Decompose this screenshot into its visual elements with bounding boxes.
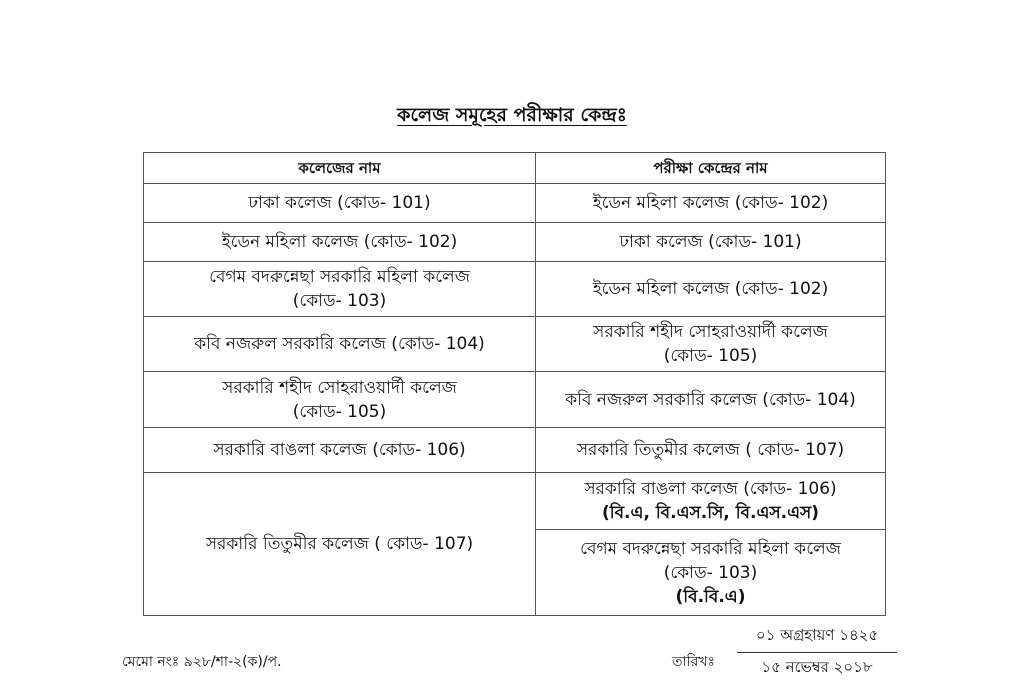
table-row xyxy=(144,473,886,530)
center-cell: ইডেন মহিলা কলেজ (কোড- 102) xyxy=(536,262,886,317)
date-bangla: ০১ অগ্রহায়ণ ১৪২৫ xyxy=(737,624,897,653)
college-cell: সরকারি বাঙলা কলেজ (কোড- 106) xyxy=(144,428,536,473)
table-row xyxy=(144,262,886,317)
program-list: (বি.বি.এ) xyxy=(675,586,746,607)
date-label: তারিখঃ xyxy=(672,654,715,670)
center-cell: ইডেন মহিলা কলেজ (কোড- 102) xyxy=(536,184,886,223)
college-cell: ইডেন মহিলা কলেজ (কোড- 102) xyxy=(144,223,536,262)
table-row xyxy=(144,317,886,372)
college-cell: কবি নজরুল সরকারি কলেজ (কোড- 104) xyxy=(144,317,536,372)
memo-number: মেমো নংঃ ৯২৮/শা-২(ক)/প. xyxy=(122,654,282,670)
college-cell: সরকারি তিতুমীর কলেজ ( কোড- 107) xyxy=(144,473,536,616)
exam-center-table xyxy=(143,152,886,616)
center-cell: বেগম বদরুন্নেছা সরকারি মহিলা কলেজ (কোড- 103) (বি.বি.এ) xyxy=(536,530,886,616)
table-header-row xyxy=(144,153,886,184)
center-cell: সরকারি শহীদ সোহরাওয়ার্দী কলেজ (কোড- 105) xyxy=(536,317,886,372)
table-row xyxy=(144,223,886,262)
center-cell: ঢাকা কলেজ (কোড- 101) xyxy=(536,223,886,262)
date-block xyxy=(737,624,897,681)
table-row xyxy=(144,428,886,473)
header-exam-center: পরীক্ষা কেন্দ্রের নাম xyxy=(536,153,886,184)
college-cell: ঢাকা কলেজ (কোড- 101) xyxy=(144,184,536,223)
center-cell: সরকারি বাঙলা কলেজ (কোড- 106) (বি.এ, বি.এস.সি, বি.এস.এস) xyxy=(536,473,886,530)
table-row xyxy=(144,184,886,223)
program-list: (বি.এ, বি.এস.সি, বি.এস.এস) xyxy=(601,503,820,523)
header-college-name: কলেজের নাম xyxy=(144,153,536,184)
college-cell: বেগম বদরুন্নেছা সরকারি মহিলা কলেজ (কোড- 103) xyxy=(144,262,536,317)
document-title: কলেজ সমূহের পরীক্ষার কেন্দ্রঃ xyxy=(397,104,627,126)
center-cell: কবি নজরুল সরকারি কলেজ (কোড- 104) xyxy=(536,372,886,428)
center-cell: সরকারি তিতুমীর কলেজ ( কোড- 107) xyxy=(536,428,886,473)
date-gregorian: ১৫ নভেম্বর ২০১৮ xyxy=(761,658,873,676)
table-row xyxy=(144,372,886,428)
college-cell: সরকারি শহীদ সোহরাওয়ার্দী কলেজ (কোড- 105) xyxy=(144,372,536,428)
